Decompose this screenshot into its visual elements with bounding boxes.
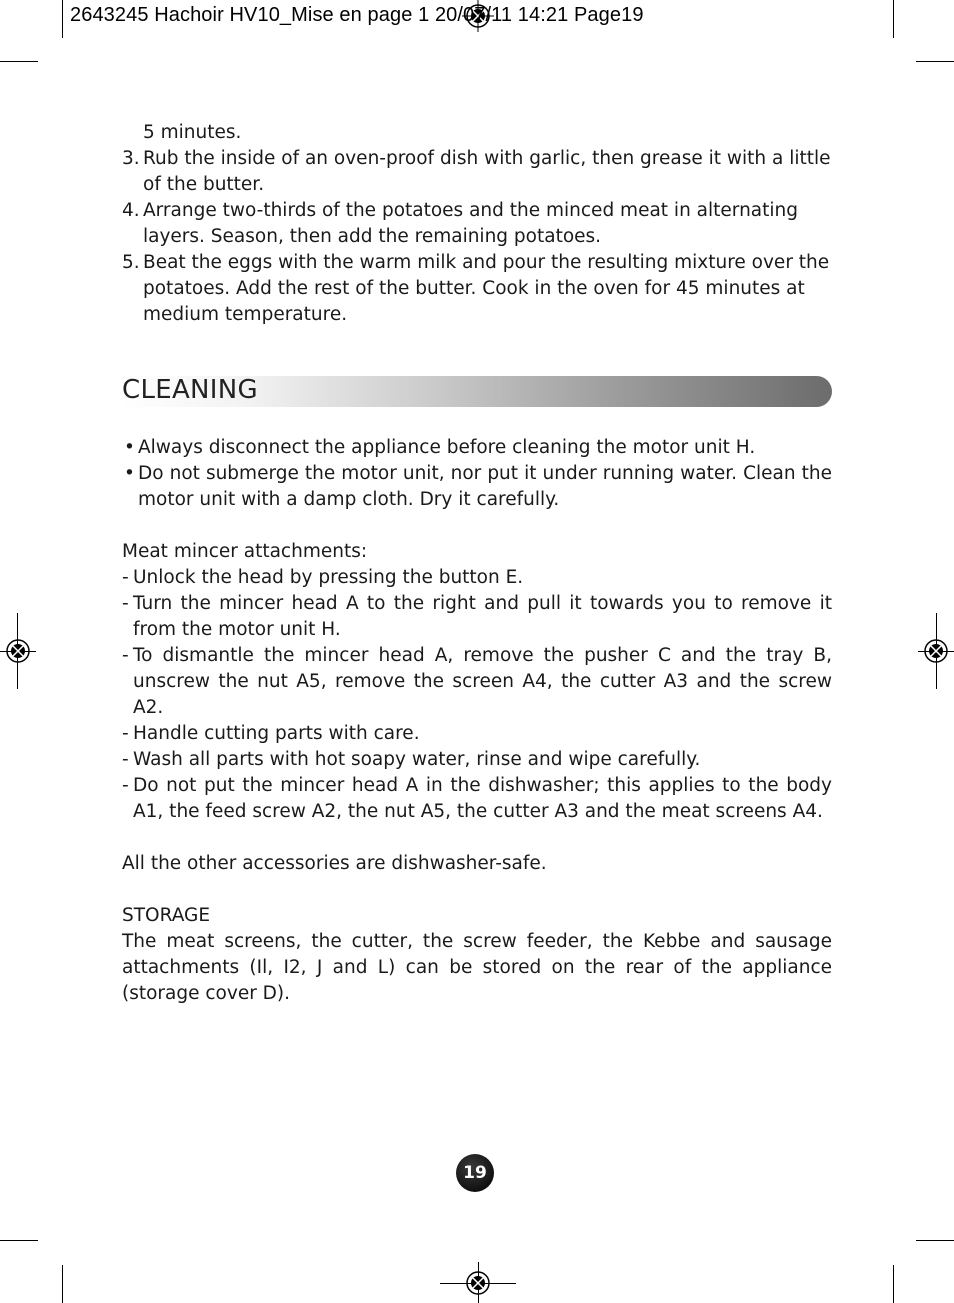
crop-mark (0, 61, 38, 62)
registration-mark-icon (2, 635, 34, 667)
section-title: CLEANING (122, 375, 258, 405)
crop-mark (62, 0, 63, 38)
list-item (122, 773, 832, 825)
subheading: Meat mincer attachments: (122, 541, 368, 562)
recipe-steps (122, 120, 832, 328)
list-item (122, 198, 832, 250)
page-number-badge (456, 1154, 494, 1192)
cleaning-bullets (122, 435, 832, 513)
list-item-text: Turn the mincer head A to the right and pull it towards you to remove it from the motor unit H. (133, 593, 832, 640)
list-item (122, 435, 832, 461)
crop-mark (0, 1240, 38, 1241)
dash-marker: - (122, 645, 129, 666)
page-number: 19 (463, 1163, 487, 1183)
bullet-icon: • (124, 437, 135, 458)
list-item (122, 250, 832, 328)
list-item (122, 591, 832, 643)
crop-mark (916, 1240, 954, 1241)
dishwasher-note: All the other accessories are dishwasher-safe. (122, 853, 547, 874)
list-item (122, 747, 832, 773)
bullet-icon: • (124, 463, 135, 484)
section-heading-bar (122, 376, 832, 407)
registration-mark-icon (920, 635, 952, 667)
step-number: 3. (122, 148, 140, 169)
storage-text: The meat screens, the cutter, the screw feeder, the Kebbe and sausage attachments (Il, I2, J and L) can be stored on the rear of the appliance (storage cover D). (122, 931, 832, 1004)
crop-mark (916, 61, 954, 62)
attachments-list (122, 565, 832, 825)
dash-marker: - (122, 567, 129, 588)
print-slug: 2643245 Hachoir HV10_Mise en page 1 20/07/11 14:21 Page19 (70, 4, 644, 26)
list-item-text: Unlock the head by pressing the button E. (133, 567, 524, 588)
list-item-text: Do not put the mincer head A in the dishwasher; this applies to the body A1, the feed screw A2, the nut A5, the cutter A3 and the meat screens A4. (133, 775, 832, 822)
list-item (122, 565, 832, 591)
step-text: Beat the eggs with the warm milk and pour the resulting mixture over the potatoes. Add the rest of the butter. Cook in the oven for 45 minutes at medium temperature. (143, 252, 830, 325)
dash-marker: - (122, 723, 129, 744)
list-item-text: Handle cutting parts with care. (133, 723, 420, 744)
step-number: 4. (122, 200, 140, 221)
list-item-text: Wash all parts with hot soapy water, rinse and wipe carefully. (133, 749, 701, 770)
crop-mark (893, 1265, 894, 1303)
list-item (122, 146, 832, 198)
step-text: Arrange two-thirds of the potatoes and the minced meat in alternating layers. Season, then add the remaining potatoes. (143, 200, 798, 247)
crop-mark (893, 0, 894, 38)
dash-marker: - (122, 775, 129, 796)
list-item (122, 461, 832, 513)
list-item (122, 120, 832, 146)
step-text: 5 minutes. (143, 122, 242, 143)
registration-mark-icon (462, 1267, 494, 1299)
page-content (122, 120, 832, 1007)
dash-marker: - (122, 593, 129, 614)
step-text: Rub the inside of an oven-proof dish with garlic, then grease it with a little of the butter. (143, 148, 831, 195)
storage-heading: STORAGE (122, 905, 211, 926)
list-item-text: To dismantle the mincer head A, remove the pusher C and the tray B, unscrew the nut A5, remove the screen A4, the cutter A3 and the screw A2. (133, 645, 832, 718)
step-number: 5. (122, 252, 140, 273)
list-item (122, 721, 832, 747)
bullet-text: Always disconnect the appliance before cleaning the motor unit H. (138, 437, 756, 458)
bullet-text: Do not submerge the motor unit, nor put it under running water. Clean the motor unit with a damp cloth. Dry it carefully. (138, 463, 832, 510)
dash-marker: - (122, 749, 129, 770)
crop-mark (62, 1265, 63, 1303)
list-item (122, 643, 832, 721)
